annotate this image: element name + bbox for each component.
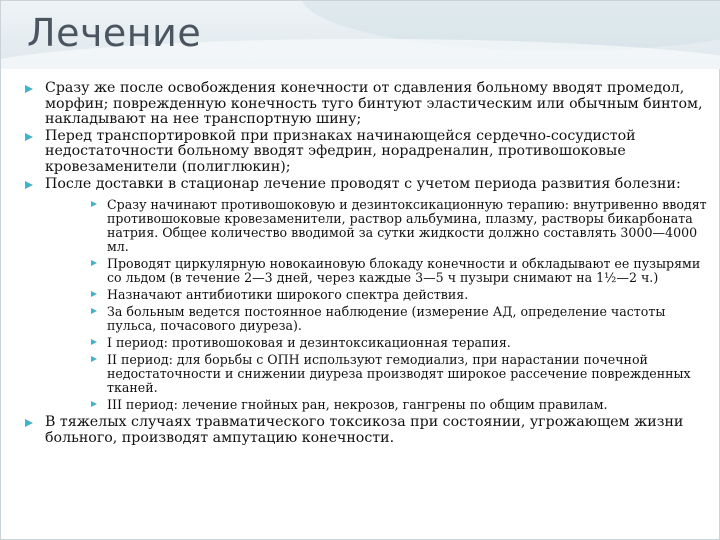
triangle-bullet-icon [91, 308, 97, 314]
triangle-bullet-icon [91, 291, 97, 297]
slide-title: Лечение [27, 11, 202, 55]
list-item-text: Перед транспортировкой при признаках начинающейся сердечно-сосудистой недостаточности больному вводят эфедрин, норадреналин, противошоковые кровезаменители (полиглюкин); [45, 127, 636, 175]
list-item-text: В тяжелых случаях травматического токсикоза при состоянии, угрожающем жизни больного, производят ампутацию конечности. [45, 414, 684, 446]
sub-bullet-list [45, 198, 711, 412]
triangle-bullet-icon [25, 181, 33, 189]
sub-list-item-text: За больным ведется постоянное наблюдение (измерение АД, определение частоты пульса, почасового диуреза). [107, 304, 666, 334]
triangle-bullet-icon [25, 133, 33, 141]
sub-list-item [45, 288, 711, 302]
triangle-bullet-icon [91, 201, 97, 207]
sub-list-item-text: Назначают антибиотики широкого спектра действия. [107, 287, 469, 303]
sub-list-item [45, 398, 711, 412]
sub-list-item-text: III период: лечение гнойных ран, некрозов, гангрены по общим правилам. [107, 397, 608, 413]
list-item-text: Сразу же после освобождения конечности от сдавления больному вводят промедол, морфин; поврежденную конечность туго бинтуют эластическим или обычным бинтом, накладывают на нее транспортную шину; [45, 80, 703, 128]
bullet-list [11, 81, 711, 446]
sub-list-item [45, 336, 711, 350]
sub-list-item-text: Сразу начинают противошоковую и дезинтоксикационную терапию: внутривенно вводят противошоковые кровезаменители, раствор альбумина, плазму, растворы бикарбоната натрия. Общее количество вводимой за сутки жидкости должно составлять 3000—4000 мл. [107, 197, 707, 255]
triangle-bullet-icon [25, 419, 33, 427]
triangle-bullet-icon [25, 85, 33, 93]
list-item [11, 81, 711, 128]
triangle-bullet-icon [91, 260, 97, 266]
sub-list-item-text: I период: противошоковая и дезинтоксикационная терапия. [107, 335, 511, 351]
sub-list-item-text: Проводят циркулярную новокаиновую блокаду конечности и обкладывают ее пузырями со льдом (в течение 2—3 дней, через каждые 3—5 ч пузыри снимают на 1½—2 ч.) [107, 256, 701, 286]
list-item [11, 177, 711, 413]
list-item [11, 129, 711, 176]
title-band [1, 1, 720, 69]
triangle-bullet-icon [91, 356, 97, 362]
sub-list-item [45, 198, 711, 254]
sub-list-item [45, 305, 711, 333]
list-item [11, 415, 711, 446]
slide-content [11, 81, 711, 447]
list-item-text: После доставки в стационар лечение проводят с учетом периода развития болезни: [45, 175, 681, 192]
sub-list-item-text: II период: для борьбы с ОПН используют гемодиализ, при нарастании почечной недостаточности и снижении диуреза производят широкое рассечение поврежденных тканей. [107, 352, 691, 396]
sub-list-item [45, 257, 711, 285]
triangle-bullet-icon [91, 401, 97, 407]
sub-list-item [45, 353, 711, 395]
triangle-bullet-icon [91, 339, 97, 345]
